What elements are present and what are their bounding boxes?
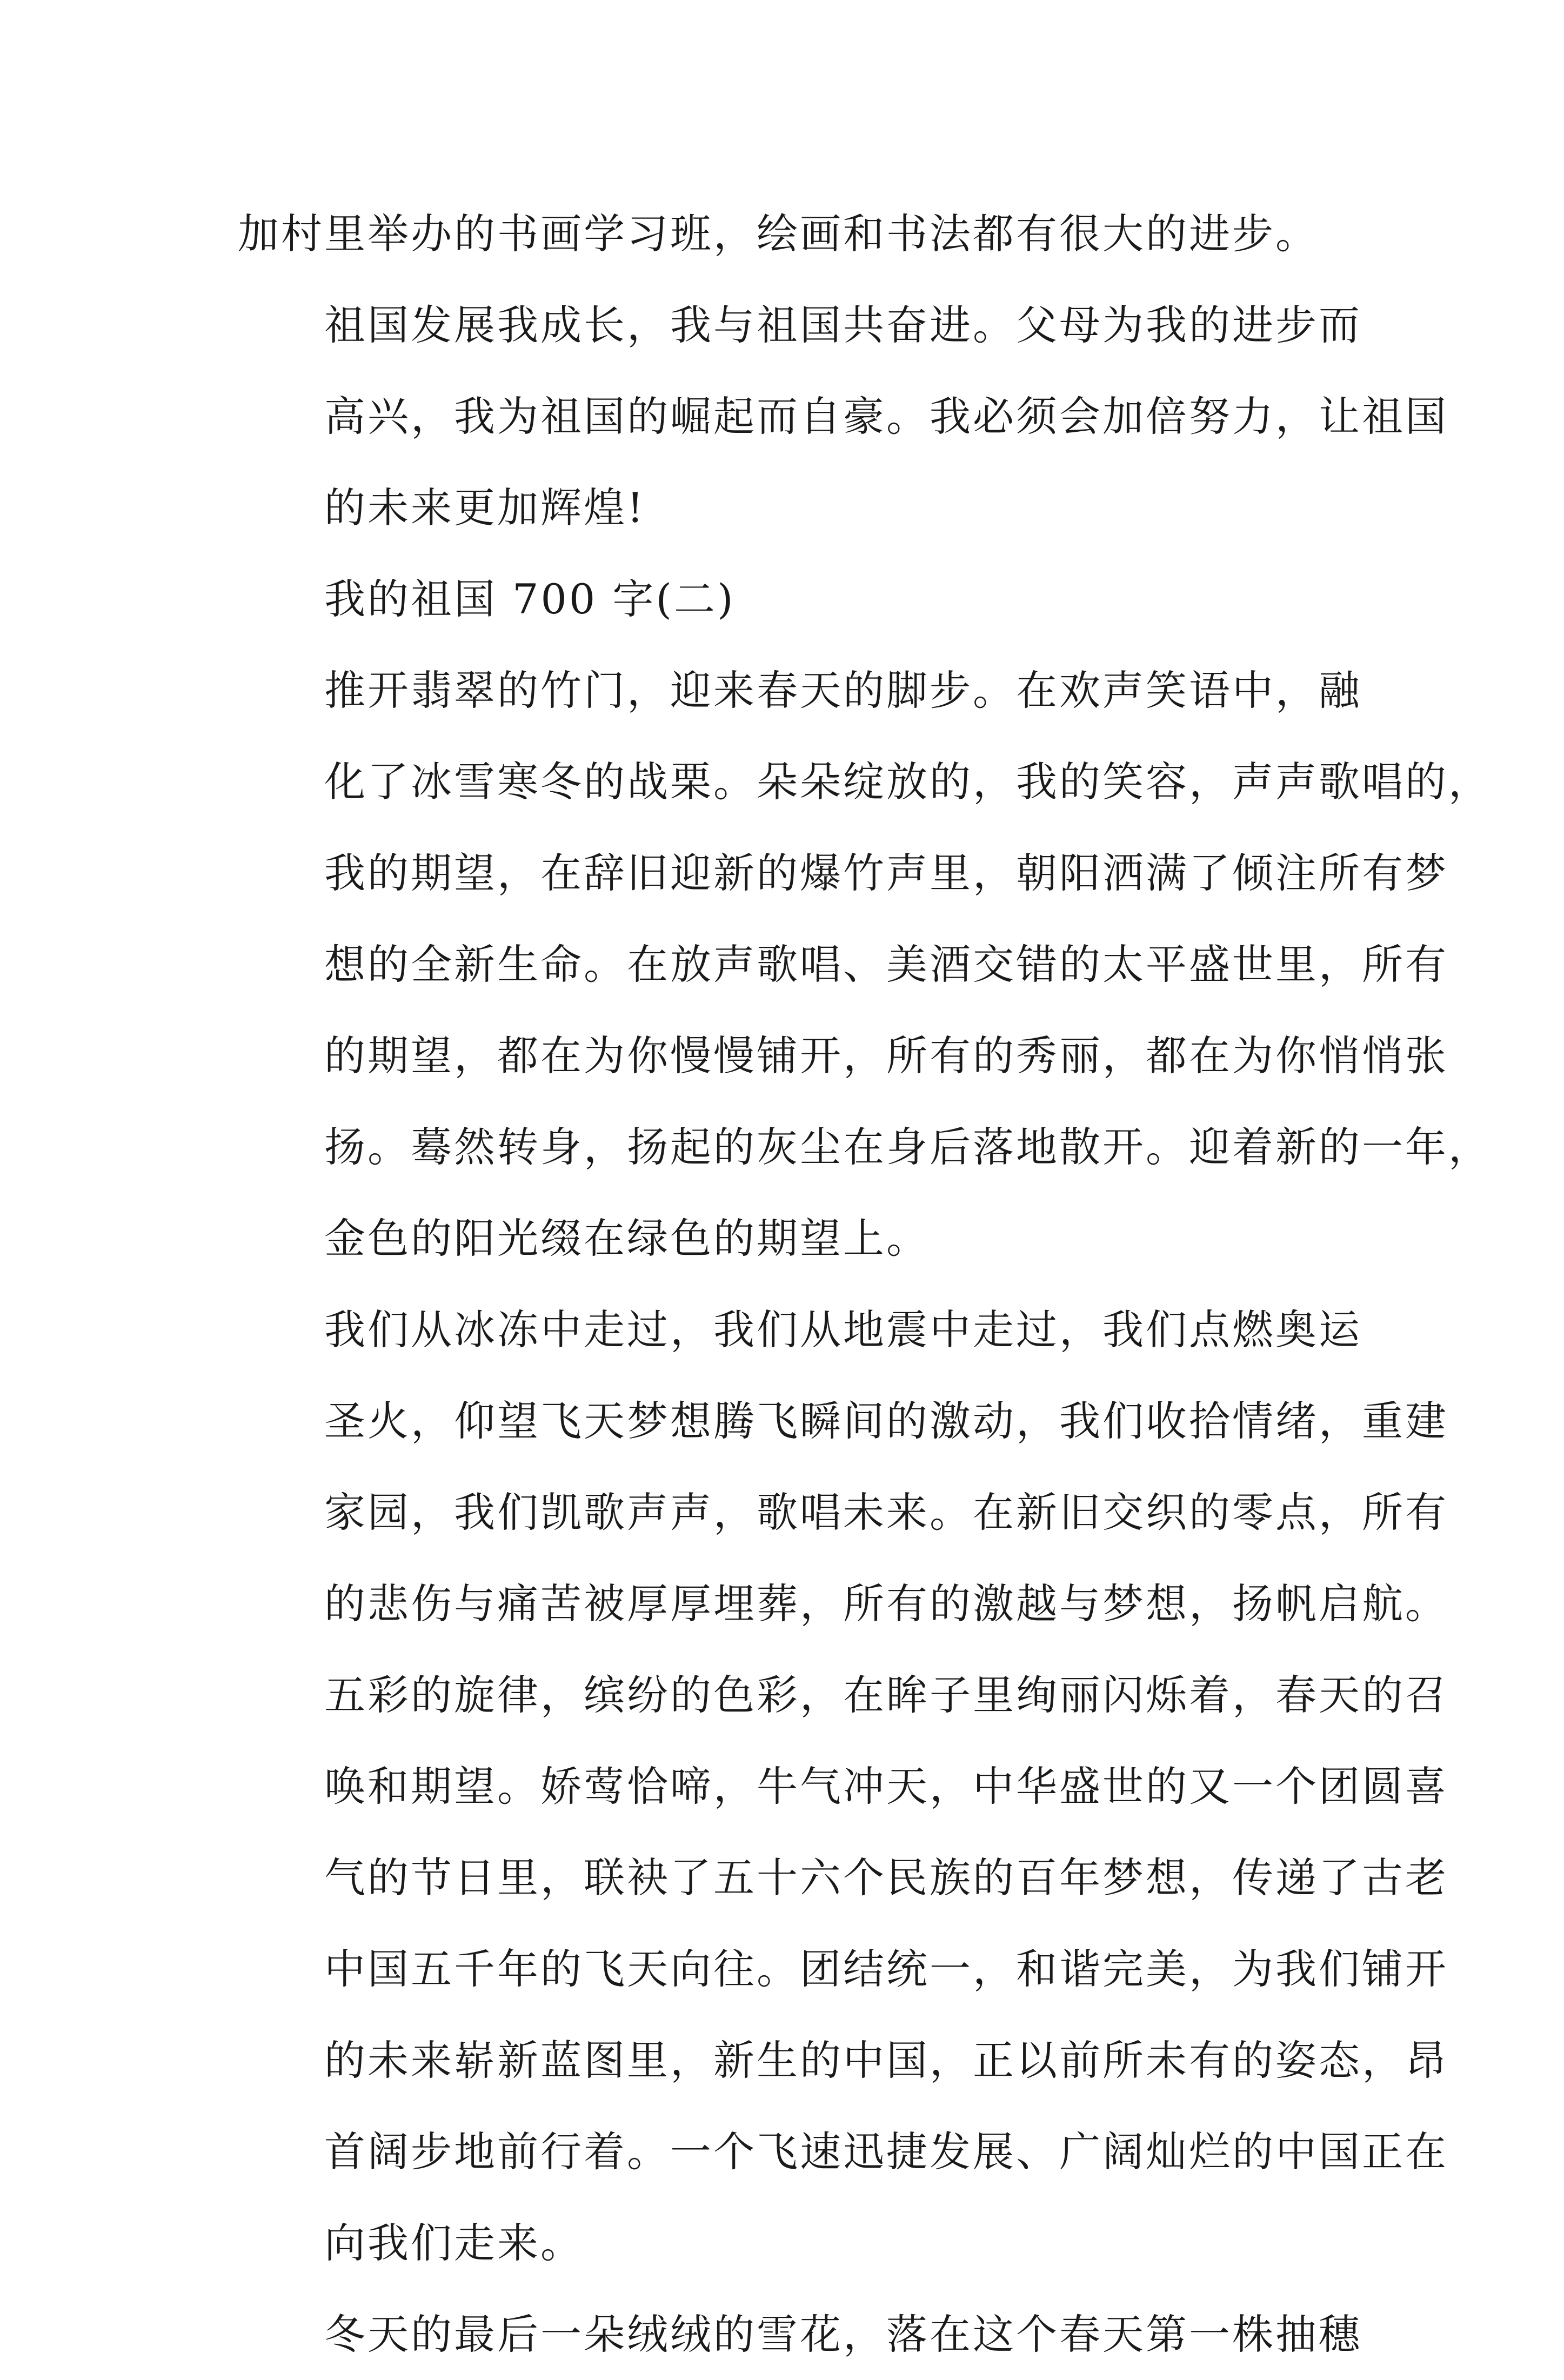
paragraph bbox=[238, 2289, 1362, 2380]
text-line: 五彩的旋律，缤纷的色彩，在眸子里绚丽闪烁着，春天的召 bbox=[324, 1671, 1448, 1719]
text-line: 唤和期望。娇莺恰啼，牛气冲天，中华盛世的又一个团圆喜 bbox=[324, 1762, 1448, 1810]
text-line: 的未来崭新蓝图里，新生的中国，正以前所未有的姿态，昂 bbox=[324, 2036, 1448, 2084]
text-line: 家园，我们凯歌声声，歌唱未来。在新旧交织的零点，所有 bbox=[324, 1488, 1448, 1536]
document-body bbox=[238, 188, 1492, 2380]
text-line: 气的节日里，联袂了五十六个民族的百年梦想，传递了古老 bbox=[324, 1854, 1448, 1902]
text-line: 加村里举办的书画学习班，绘画和书法都有很大的进步。 bbox=[238, 210, 1319, 258]
text-line: 化了冰雪寒冬的战栗。朵朵绽放的，我的笑容，声声歌唱的， bbox=[324, 758, 1492, 806]
paragraph bbox=[238, 553, 1329, 645]
paragraph bbox=[238, 279, 1448, 553]
text-line: 推开翡翠的竹门，迎来春天的脚步。在欢声笑语中，融 bbox=[324, 666, 1362, 714]
paragraph bbox=[238, 645, 1492, 1284]
paragraph bbox=[238, 1284, 1448, 2289]
text-line: 想的全新生命。在放声歌唱、美酒交错的太平盛世里，所有 bbox=[324, 940, 1448, 988]
text-line: 中国五千年的飞天向往。团结统一，和谐完美，为我们铺开 bbox=[324, 1945, 1448, 1993]
text-line: 我的期望，在辞旧迎新的爆竹声里，朝阳洒满了倾注所有梦 bbox=[324, 849, 1448, 897]
text-line: 金色的阳光缀在绿色的期望上。 bbox=[324, 1214, 930, 1262]
text-line: 扬。蓦然转身，扬起的灰尘在身后落地散开。迎着新的一年， bbox=[324, 1123, 1492, 1171]
text-line: 的悲伤与痛苦被厚厚埋葬，所有的激越与梦想，扬帆启航。 bbox=[324, 1580, 1448, 1628]
text-line: 首阔步地前行着。一个飞速迅捷发展、广阔灿烂的中国正在 bbox=[324, 2128, 1448, 2176]
text-line: 圣火，仰望飞天梦想腾飞瞬间的激动，我们收拾情绪，重建 bbox=[324, 1397, 1448, 1445]
text-line: 我们从冰冻中走过，我们从地震中走过，我们点燃奥运 bbox=[324, 1306, 1362, 1354]
text-line: 我的祖国 700 字(二) bbox=[324, 575, 736, 623]
text-line: 高兴，我为祖国的崛起而自豪。我必须会加倍努力，让祖国 bbox=[324, 392, 1448, 440]
text-line: 冬天的最后一朵绒绒的雪花，落在这个春天第一株抽穗 bbox=[324, 2310, 1362, 2358]
text-line: 祖国发展我成长，我与祖国共奋进。父母为我的进步而 bbox=[324, 301, 1362, 349]
text-line: 向我们走来。 bbox=[324, 2219, 584, 2267]
paragraph bbox=[238, 188, 1329, 279]
text-line: 的未来更加辉煌! bbox=[324, 484, 646, 532]
text-line: 的期望，都在为你慢慢铺开，所有的秀丽，都在为你悄悄张 bbox=[324, 1032, 1448, 1080]
